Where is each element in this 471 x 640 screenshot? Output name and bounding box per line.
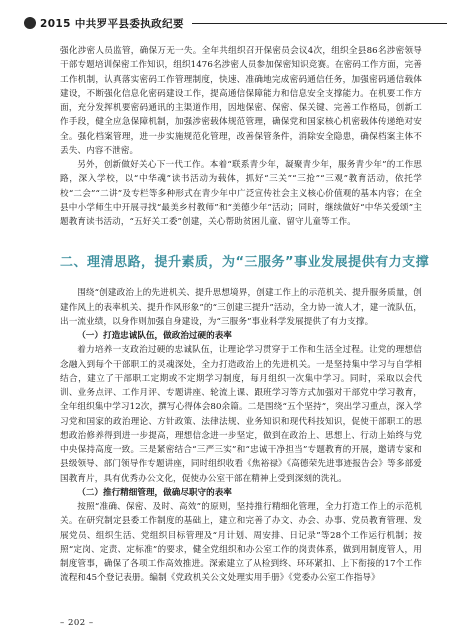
sub-heading-1: （一）打造忠诚队伍，做政治过硬的表率 (77, 331, 232, 341)
page-number: – 202 – (60, 618, 94, 628)
header-title: 2015 中共罗平县委执政纪要 (40, 17, 184, 30)
sub-section-1-paragraph: 着力培养一支政治过硬的忠诚队伍，让理论学习贯穿于工作和生活全过程。让党的理想信念融入到每个干部职工的灵魂深处，全力打造政治上的先进机关。一是坚持集中学习与自学相结合，建立了干部职工定期或不定期学习制度，每月组织一次集中学习。同时，采取以会代训、业务点评、工作月评、专题讲座、轮流上课、跟班学习等方式加强对干部党中学习教育，全年组织集中学习12次，撰写心得体会80余篇。二是围绕“五个坚持”，突出学习重点，深入学习党和国家的政治理论、方针政策、法律法规、业务知识和现代科技知识，促使干部职工的思想政治修养得到进一步提高，理想信念进一步坚定，做到在政治上、思想上、行动上始终与党中央保持高度一致。三是紧密结合“三严三实”和“忠诚干净担当”专题教育的开展，邀请专家和县级领导、部门领导作专题讲座，同时组织收看《焦裕禄》《高德荣先进事迹报告会》等多部爱国教育片，具有优秀办公文化，促使办公室干部在精神上受到深刻的洗礼。 (60, 345, 422, 484)
section-title: 二、理清思路，提升素质，为“三服务”事业发展提供有力支撑 (60, 255, 430, 271)
running-header (24, 16, 447, 30)
body-paragraph-next-generation: 另外，创新做好关心下一代工作。本着“联系青少年，凝聚青少年，服务青少年”的工作思路，深入学校，以“中华魂”读书活动为载体，抓好“三关”“三抢”“三观”教育活动，依托学校“二会”“二讲”及专栏等多种形式在青少年中广泛宣传社会主义核心价值观的基本内容；在全县中小学师生中开展寻找“最美乡村教师”和“美德少年”活动；同时，继续做好“中华关爱颂”主题教育读书活动，“五好关工委”创建，关心帮助贫困儿童、留守儿童等工作。 (60, 160, 422, 227)
sub-heading-2: （二）推行精细管理，做确尽职守的表率 (77, 487, 232, 498)
header-ornament-icon (24, 17, 36, 29)
header-rule (192, 23, 447, 24)
body-paragraph-continued: 强化涉密人员监管，确保万无一失。全年共组织召开保密员会议4次，组织全县86名涉密领导干部专题培训保密工作知识，组织1476名涉密人员参加保密知识竞赛。在密码工作方面，完善工作机制，认真落实密码工作管理制度，快速、准确地完成密码通信任务，加强密码通信载体建设，不断强化信息化密码建设工作，提高通信保障能力和信息安全支撑能力。在机要工作方面，充分发挥机要密码通讯的主渠道作用，因地保密、保密、保关键、完善工作格局，创新工作手段，健全应急保障机制，加强涉密载体规范管理，确保党和国家核心机密载体传递绝对安全。强化档案管理，进一步实施规范化管理，改善保管条件，消除安全隐患，确保档案主体不丢失、内容不泄密。 (60, 46, 422, 156)
page-body (60, 44, 430, 586)
section-intro-paragraph: 围绕“创建政治上的先进机关、提升思想境界，创建工作上的示范机关、提升服务质量，创建作风上的表率机关、提升作风形象”的“三创建三提升”活动，全力协一流人才，建一流队伍，出一流业绩，以身作则加强自身建设，为“三服务”事业科学发展提供了有力支撑。 (60, 288, 422, 327)
sub-section-2-paragraph: 按照“准确、保密、及时、高效”的原则，坚持推行精细化管理，全力打造工作上的示范机关。在研究制定县委工作制度的基础上，建立和完善了办文、办会、办事、党员教育管理、发展党员、组织生活、党组织目标管理及“月计划、周安排、日记录”等28个工作运行机制；按照“定岗、定责、定标准”的要求，健全党组织和办公室工作的岗责体系，做到用制度管人，用制度管事，确保了各项工作高效推进。深索建立了从检到终、环环紧扣、上下衔接的17个工作流程和45个登记表册。编制《党政机关公文处理实用手册》《党委办公室工作指导》 (60, 502, 422, 584)
